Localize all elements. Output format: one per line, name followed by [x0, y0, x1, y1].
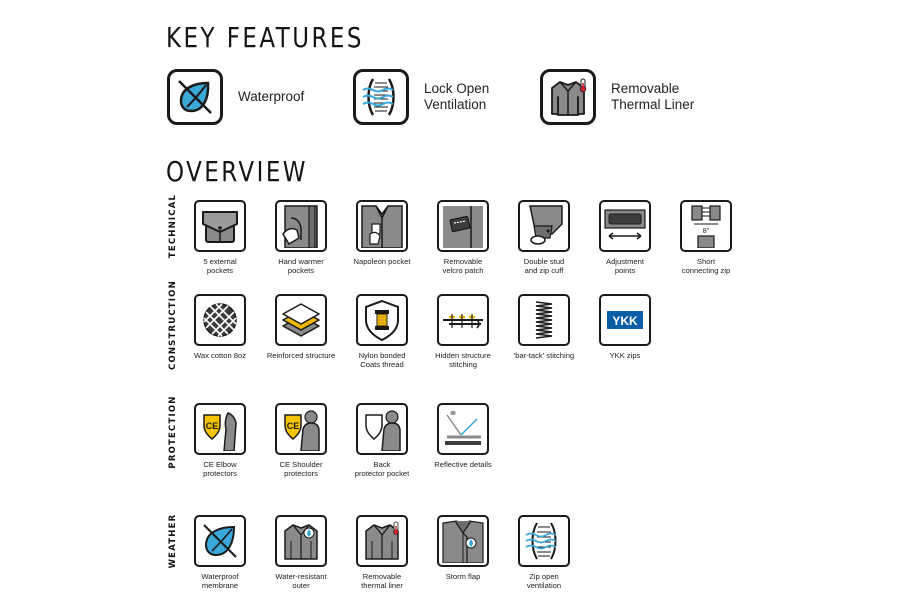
overview-item-bar-tack-stitching: [504, 294, 584, 360]
key-feature-label: Waterproof: [238, 89, 305, 104]
overview-item-ce-elbow: [180, 403, 260, 479]
ykk-logo-icon: [599, 294, 651, 346]
cuff-icon: [518, 200, 570, 252]
key-features-title: KEY FEATURES: [166, 21, 364, 54]
water-resistant-jacket-icon: [275, 515, 327, 567]
overview-item-caption: Water-resistant outer: [275, 572, 327, 591]
overview-item-caption: Reinforced structure: [266, 351, 336, 360]
overview-item-wax-cotton: [180, 294, 260, 360]
overview-item-reflective-details: [423, 403, 503, 469]
waterproof-membrane-icon: [194, 515, 246, 567]
bar-tack-icon: [518, 294, 570, 346]
overview-item-caption: Removable velcro patch: [442, 257, 484, 276]
key-feature-ventilation: [353, 67, 489, 127]
adjustment-strap-icon: [599, 200, 651, 252]
overview-item-caption: 5 external pockets: [203, 257, 237, 276]
overview-item-zip-open-ventilation: [504, 515, 584, 591]
elbow-protector-icon: [194, 403, 246, 455]
overview-item-reinforced-structure: [261, 294, 341, 360]
back-protector-icon: [356, 403, 408, 455]
zip-length-tag: 8": [702, 228, 710, 235]
overview-item-removable-thermal-liner: [342, 515, 422, 591]
pocket-icon: [194, 200, 246, 252]
storm-flap-icon: [437, 515, 489, 567]
overview-item-caption: Adjustment points: [606, 257, 644, 276]
overview-item-caption: Hidden structure stitching: [435, 351, 491, 370]
overview-item-caption: Reflective details: [434, 460, 492, 469]
thermal-liner-icon: [540, 69, 596, 125]
overview-item-storm-flap: [423, 515, 503, 581]
overview-item-adjustment-points: [585, 200, 665, 276]
ce-badge: CE: [205, 421, 219, 431]
overview-item-caption: Nylon bonded Coats thread: [358, 351, 406, 370]
overview-item-caption: Wax cotton 8oz: [193, 351, 247, 360]
overview-item-hand-warmer-pockets: [261, 200, 341, 276]
overview-item-caption: Short connecting zip: [681, 257, 731, 276]
overview-item-caption: Napoleon pocket: [353, 257, 411, 266]
overview-item-caption: Hand warmer pockets: [278, 257, 324, 276]
overview-item-caption: CE Elbow protectors: [203, 460, 237, 479]
overview-item-napoleon-pocket: [342, 200, 422, 266]
ce-badge: CE: [286, 421, 300, 431]
overview-item-back-protector: [342, 403, 422, 479]
overview-item-caption: Waterproof membrane: [201, 572, 239, 591]
overview-item-caption: Removable thermal liner: [361, 572, 403, 591]
shoulder-protector-icon: [275, 403, 327, 455]
overview-item-caption: Zip open ventilation: [526, 572, 562, 591]
overview-item-hidden-stitching: [423, 294, 503, 370]
thermal-liner-small-icon: [356, 515, 408, 567]
zip-ventilation-icon: [518, 515, 570, 567]
overview-item-ce-shoulder: [261, 403, 341, 479]
overview-title: OVERVIEW: [166, 155, 308, 188]
ykk-logo-text: YKK: [612, 314, 638, 328]
napoleon-pocket-icon: [356, 200, 408, 252]
overview-item-caption: Double stud and zip cuff: [523, 257, 565, 276]
key-feature-thermal-liner: [540, 67, 694, 127]
key-feature-label: Removable Thermal Liner: [611, 81, 695, 112]
section-label-weather: WEATHER: [168, 513, 178, 569]
thread-spool-icon: [356, 294, 408, 346]
overview-item-coats-thread: [342, 294, 422, 370]
key-feature-waterproof: [167, 67, 304, 127]
reflective-icon: [437, 403, 489, 455]
overview-item-caption: 'bar-tack' stitching: [513, 351, 575, 360]
hidden-stitching-icon: [437, 294, 489, 346]
overview-item-caption: CE Shoulder protectors: [279, 460, 323, 479]
overview-item-connecting-zip: [666, 200, 746, 276]
overview-item-waterproof-membrane: [180, 515, 260, 591]
overview-item-cuff: [504, 200, 584, 276]
overview-item-caption: Storm flap: [445, 572, 481, 581]
ventilation-icon: [353, 69, 409, 125]
velcro-patch-icon: [437, 200, 489, 252]
section-label-technical: TECHNICAL: [168, 193, 178, 259]
overview-item-water-resistant-outer: [261, 515, 341, 591]
overview-item-caption: YKK zips: [609, 351, 641, 360]
overview-item-ykk-zips: [585, 294, 665, 360]
wax-cotton-icon: [194, 294, 246, 346]
waterproof-icon: [167, 69, 223, 125]
hand-warmer-pocket-icon: [275, 200, 327, 252]
section-label-construction: CONSTRUCTION: [168, 280, 178, 370]
reinforced-layers-icon: [275, 294, 327, 346]
section-label-protection: PROTECTION: [168, 395, 178, 469]
key-feature-label: Lock Open Ventilation: [424, 81, 490, 112]
overview-item-velcro-patch: [423, 200, 503, 276]
connecting-zip-icon: [680, 200, 732, 252]
overview-item-caption: Back protector pocket: [354, 460, 410, 479]
overview-item-external-pockets: [180, 200, 260, 276]
